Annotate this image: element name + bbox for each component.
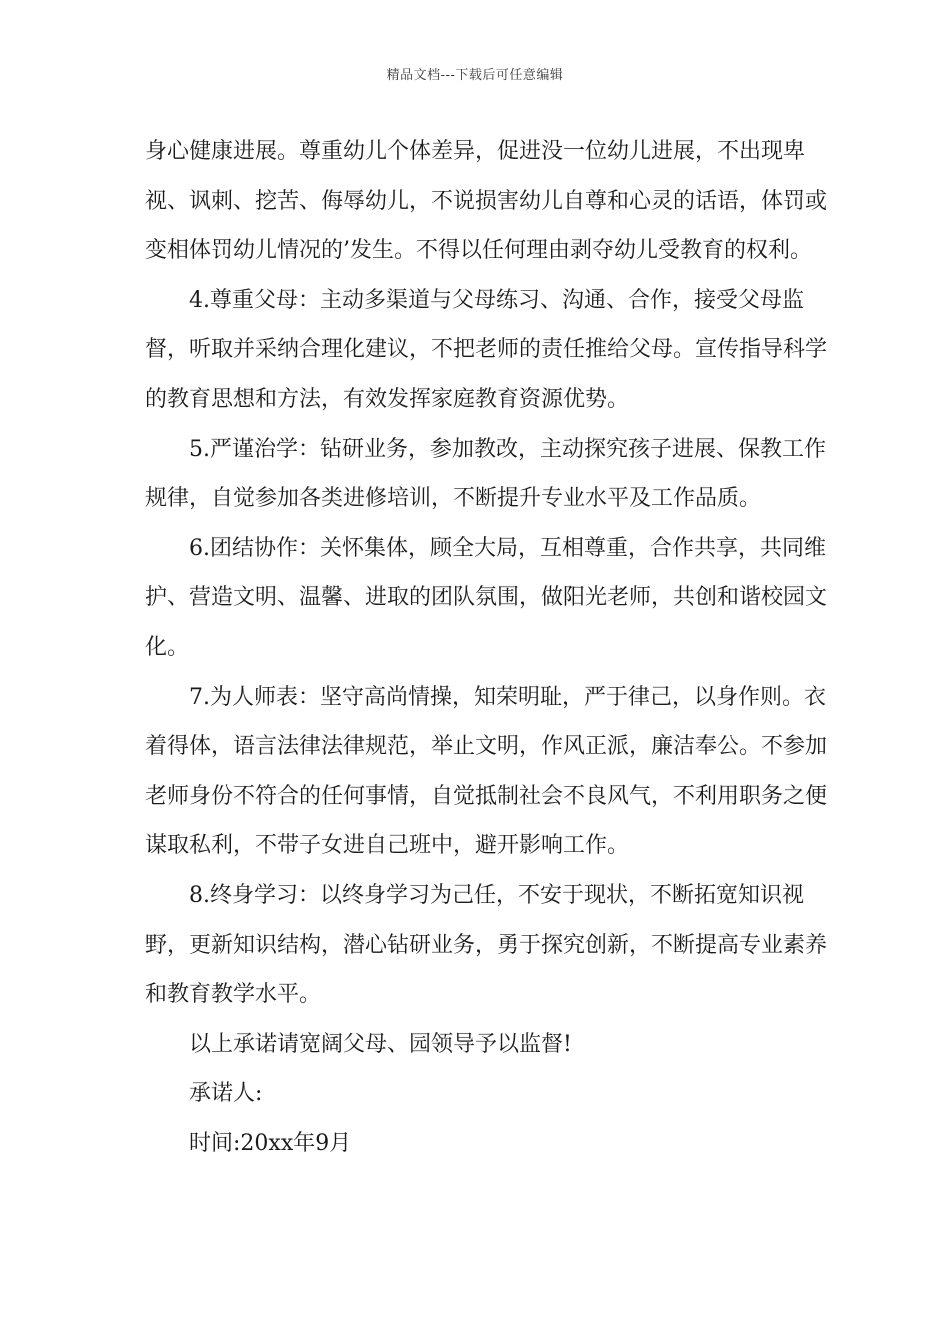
paragraph-role-model: 7.为人师表：坚守高尚情操，知荣明耻，严于律己，以身作则。衣着得体，语言法律法律规范，举止文明，作风正派，廉洁奉公。不参加老师身份不符合的任何事情，自觉抵制社会不良风气，不利用职务之便谋取私利，不带子女进自己班中，避开影响工作。 <box>145 684 828 859</box>
paragraph-continuation: 身心健康进展。尊重幼儿个体差异，促进没一位幼儿进展，不出现卑视、讽刺、挖苦、侮辱幼儿，不说损害幼儿自尊和心灵的话语，体罚或变相体罚幼儿情况的’发生。不得以任何理由剥夺幼儿受教育的权利。 <box>145 139 828 264</box>
paragraph-teamwork: 6.团结协作：关怀集体，顾全大局，互相尊重，合作共享，共同维护、营造文明、温馨、进取的团队氛围，做阳光老师，共创和谐校园文化。 <box>145 535 828 660</box>
paragraph-supervision-note: 以上承诺请宽阔父母、园领导予以监督! <box>189 1031 572 1057</box>
paragraph-signatory: 承诺人: <box>189 1081 263 1107</box>
paragraph-date: 时间:20xx年9月 <box>189 1130 352 1156</box>
paragraph-respect-parents: 4.尊重父母：主动多渠道与父母练习、沟通、合作，接受父母监督，听取并采纳合理化建议，不把老师的责任推给父母。宣传指导科学的教育思想和方法，有效发挥家庭教育资源优势。 <box>145 287 828 412</box>
document-body <box>145 127 845 1168</box>
paragraph-lifelong-learning: 8.终身学习：以终身学习为己任，不安于现状，不断拓宽知识视野，更新知识结构，潜心钻研业务，勇于探究创新，不断提高专业素养和教育教学水平。 <box>145 882 828 1008</box>
paragraph-rigorous-study: 5.严谨治学：钻研业务，参加教改，主动探究孩子进展、保教工作规律，自觉参加各类进修培训，不断提升专业水平及工作品质。 <box>145 436 826 512</box>
page-header: 精品文档---下载后可任意编辑 <box>386 68 564 83</box>
